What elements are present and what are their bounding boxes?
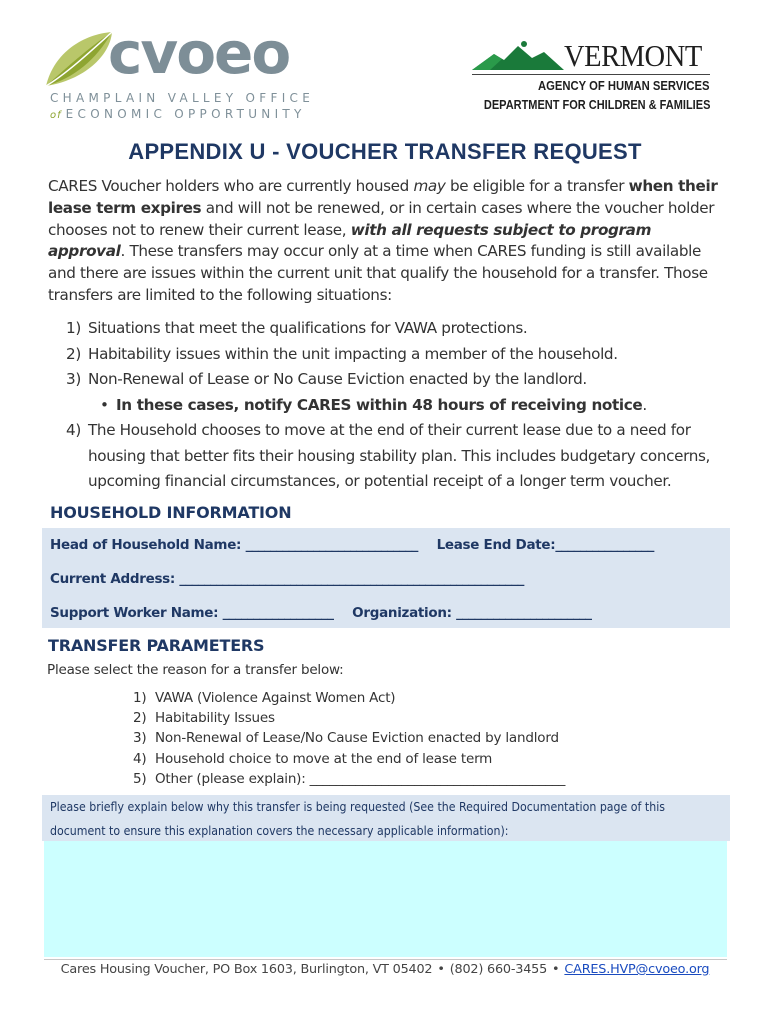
household-form bbox=[42, 528, 730, 628]
current-address-row: Current Address: ________________________________________________________ bbox=[50, 571, 524, 587]
footer: Cares Housing Voucher, PO Box 1603, Burlington, VT 05402 • (802) 660-3455 • CARES.HVP@cvoeo.org bbox=[60, 962, 710, 977]
cvoeo-tagline-2: of ECONOMIC OPPORTUNITY bbox=[50, 107, 306, 121]
agency-name: AGENCY OF HUMAN SERVICES bbox=[538, 79, 710, 93]
support-worker-field[interactable]: __________________ bbox=[222, 605, 334, 621]
list-item: 1) Situations that meet the qualifications for VAWA protections. bbox=[66, 319, 528, 337]
household-heading: HOUSEHOLD INFORMATION bbox=[50, 503, 292, 522]
vermont-logo bbox=[472, 40, 712, 118]
department-name: DEPARTMENT FOR CHILDREN & FAMILIES bbox=[483, 98, 710, 112]
head-of-household-row: Head of Household Name: ____________________________ Lease End Date:________________ bbox=[50, 537, 654, 553]
email-link[interactable]: CARES.HVP@cvoeo.org bbox=[564, 962, 710, 977]
vermont-divider bbox=[472, 74, 710, 75]
current-address-field[interactable]: ________________________________________________________ bbox=[179, 571, 524, 587]
head-of-household-field[interactable]: ____________________________ bbox=[245, 537, 418, 553]
lease-end-date-field[interactable]: ________________ bbox=[555, 537, 654, 553]
vermont-mountain-icon bbox=[472, 40, 564, 74]
reason-option-other[interactable]: 5) Other (please explain): _______________________________________ bbox=[133, 770, 566, 787]
situations-list bbox=[66, 316, 726, 495]
page-title: APPENDIX U - VOUCHER TRANSFER REQUEST bbox=[128, 139, 642, 164]
explain-instructions: Please briefly explain below why this transfer is being requested (See the Required Documentation page of this document to ensure this explanation covers the necessary applicable information): bbox=[50, 800, 666, 839]
support-worker-row: Support Worker Name: __________________ Organization: ______________________ bbox=[50, 605, 592, 621]
transfer-prompt: Please select the reason for a transfer below: bbox=[47, 662, 344, 678]
vermont-wordmark: VERMONT bbox=[564, 38, 702, 73]
organization-field[interactable]: ______________________ bbox=[456, 605, 592, 621]
intro-paragraph: CARES Voucher holders who are currently housed may be eligible for a transfer when their lease term expires and will not be renewed, or in certain cases where the voucher holder chooses not to renew their current lease, with all requests subject to program approval. These transfers may occur only at a time when CARES funding is still available and there are issues within the current unit that qualify the household for a transfer. Those transfers are limited to the following situations: bbox=[48, 177, 718, 304]
reason-option-non-renewal[interactable]: 3) Non-Renewal of Lease/No Cause Eviction enacted by landlord bbox=[133, 730, 559, 747]
footer-divider bbox=[44, 959, 727, 960]
reason-option-habitability[interactable]: 2) Habitability Issues bbox=[133, 710, 275, 727]
cvoeo-logo bbox=[44, 19, 315, 122]
notice-note: • In these cases, notify CARES within 48 hours of receiving notice. bbox=[100, 395, 647, 414]
cvoeo-wordmark: cvoeo bbox=[108, 19, 290, 87]
reason-list bbox=[133, 688, 565, 789]
reason-option-vawa[interactable]: 1) VAWA (Violence Against Women Act) bbox=[133, 690, 396, 706]
list-item: 2) Habitability issues within the unit impacting a member of the household. bbox=[66, 344, 618, 363]
transfer-heading: TRANSFER PARAMETERS bbox=[48, 636, 265, 655]
reason-option-household-choice[interactable]: 4) Household choice to move at the end of lease term bbox=[133, 750, 493, 767]
explanation-textarea[interactable] bbox=[44, 841, 727, 957]
list-item: 4) The Household chooses to move at the end of their current lease due to a need for housing that better fits their housing stability plan. This includes budgetary concerns, upcoming financial circumstances, or potential receipt of a longer term voucher. bbox=[66, 421, 711, 490]
cvoeo-leaf-icon bbox=[44, 30, 114, 88]
list-item: 3) Non-Renewal of Lease or No Cause Eviction enacted by the landlord. bbox=[66, 370, 587, 388]
cvoeo-tagline-1: CHAMPLAIN VALLEY OFFICE bbox=[50, 91, 315, 105]
